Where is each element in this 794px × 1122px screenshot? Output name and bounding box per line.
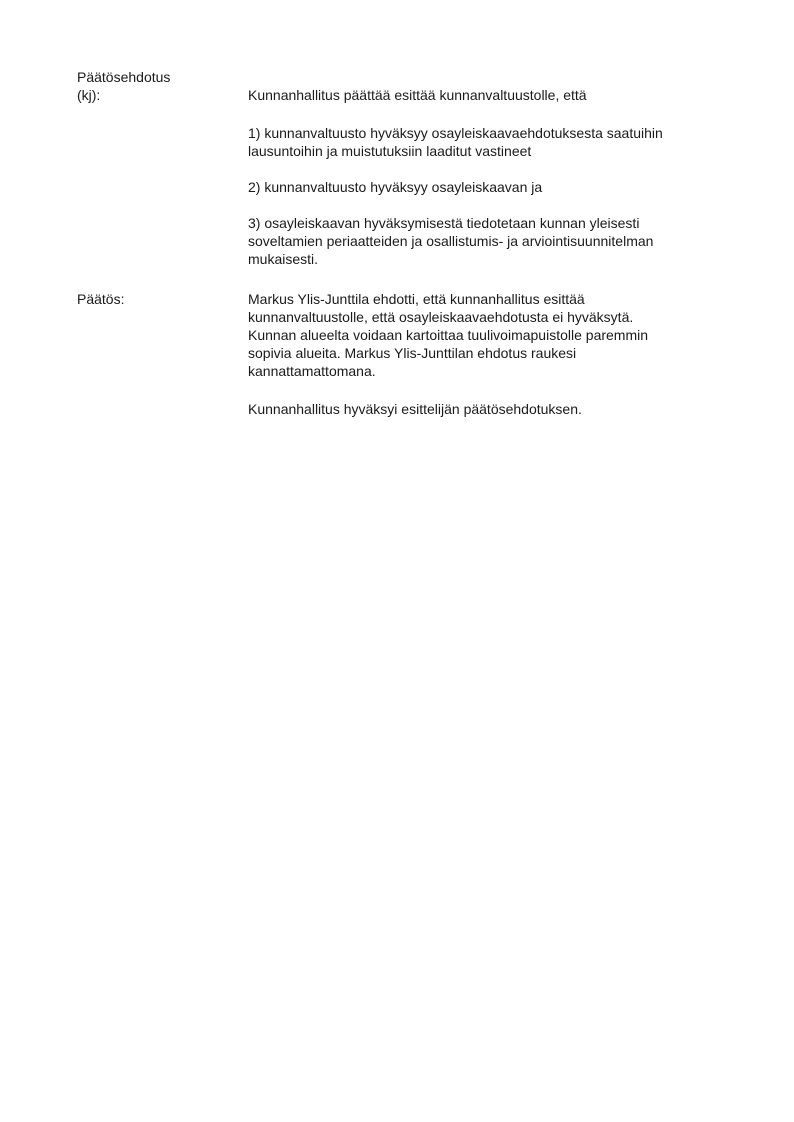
proposal-label-line1: Päätösehdotus [77, 69, 171, 85]
proposal-label-line2: (kj): [77, 87, 101, 103]
proposal-item-3-line: 3) osayleiskaavan hyväksymisestä tiedotetaan kunnan yleisesti [248, 215, 640, 231]
decision-label [77, 290, 242, 308]
decision-paragraph-1 [248, 290, 728, 380]
proposal-item-3 [248, 214, 728, 268]
decision-label-text: Päätös: [77, 291, 125, 307]
decision-paragraph-1-line: kunnanvaltuustolle, että osayleiskaavaehdotusta ei hyväksytä. [248, 309, 634, 325]
proposal-item-3-line: soveltamien periaatteiden ja osallistumis- ja arviointisuunnitelman [248, 233, 654, 249]
decision-paragraph-1-line: Kunnan alueelta voidaan kartoittaa tuulivoimapuistolle paremmin [248, 327, 649, 343]
proposal-intro [248, 86, 728, 104]
proposal-label [77, 68, 242, 104]
decision-paragraph-2-line: Kunnanhallitus hyväksyi esittelijän päätösehdotuksen. [248, 401, 582, 417]
proposal-item-2 [248, 178, 728, 196]
decision-paragraph-1-line: kannattamattomana. [248, 363, 376, 379]
proposal-item-1 [248, 124, 728, 160]
proposal-item-1-line: 1) kunnanvaltuusto hyväksyy osayleiskaavaehdotuksesta saatuihin [248, 125, 663, 141]
decision-paragraph-1-line: sopivia alueita. Markus Ylis-Junttilan ehdotus raukesi [248, 345, 577, 361]
proposal-item-2-line: 2) kunnanvaltuusto hyväksyy osayleiskaavan ja [248, 179, 543, 195]
proposal-intro-text: Kunnanhallitus päättää esittää kunnanvaltuustolle, että [248, 87, 587, 103]
decision-paragraph-2 [248, 400, 728, 418]
proposal-item-1-line: lausuntoihin ja muistutuksiin laaditut vastineet [248, 143, 532, 159]
proposal-item-3-line: mukaisesti. [248, 251, 319, 267]
decision-paragraph-1-line: Markus Ylis-Junttila ehdotti, että kunnanhallitus esittää [248, 291, 585, 307]
